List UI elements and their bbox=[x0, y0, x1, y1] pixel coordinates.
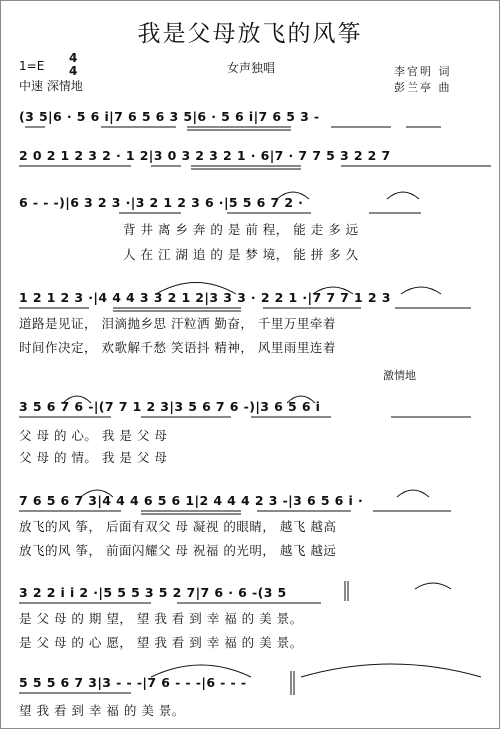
lyrics-verse-2: 时间作决定， 欢歌解千愁 笑语抖 精神， 风里雨里连着 bbox=[19, 340, 336, 355]
lyrics-verse-1: 放飞的风 筝， 后面有双父 母 凝视 的眼睛， 越飞 越高 bbox=[19, 519, 337, 534]
key-signature: 1=E bbox=[19, 59, 45, 73]
lyrics-verse-1: 望 我 看 到 幸 福 的 美 景。 bbox=[19, 703, 185, 718]
composer-credit: 彭兰亭 曲 bbox=[394, 81, 452, 94]
lyricist-credit: 李官明 词 bbox=[394, 65, 452, 78]
lyrics-verse-2: 父 母 的 情。 我 是 父 母 bbox=[19, 450, 168, 465]
lyrics-verse-1: 是 父 母 的 期 望， 望 我 看 到 幸 福 的 美 景。 bbox=[19, 611, 303, 626]
time-signature-bottom: 4 bbox=[69, 64, 78, 78]
time-signature-top: 4 bbox=[69, 51, 78, 65]
lyrics-verse-1: 道路是见证， 泪滴抛乡思 汗粒洒 勤奋， 千里万里牵着 bbox=[19, 316, 336, 331]
notation-line-1: (3 5|6 · 5 6 i|7 6 5 6 3 5|6 · 5 6 i|7 6 5 3 - bbox=[19, 109, 320, 124]
lyrics-verse-2: 是 父 母 的 心 愿， 望 我 看 到 幸 福 的 美 景。 bbox=[19, 635, 303, 650]
notation-line-6: 7 6 5 6 7 3|4 4 4 6 5 6 1|2 4 4 4 2 3 -|3 6 5 6 i · bbox=[19, 493, 364, 508]
notation-line-4: 1 2 1 2 3 ·|4 4 4 3 3 2 1 2|3 3 3 · 2 2 1 ·|7 7 7 1 2 3 bbox=[19, 290, 391, 305]
notation-line-5: 3 5 6 7 6 -|(7 7 1 2 3|3 5 6 7 6 -)|3 6 5 6 i bbox=[19, 399, 321, 414]
tempo-marking: 中速 深情地 bbox=[19, 79, 83, 93]
lyrics-verse-2: 人 在 江 湖 追 的 是 梦 境， 能 拼 多 久 bbox=[123, 247, 359, 262]
lyrics-verse-2: 放飞的风 筝， 前面闪耀父 母 祝福 的光明， 越飞 越远 bbox=[19, 543, 337, 558]
lyrics-verse-1: 背 井 离 乡 奔 的 是 前 程， 能 走 多 远 bbox=[123, 222, 359, 237]
expression-marking: 激情地 bbox=[383, 369, 416, 382]
lyrics-verse-1: 父 母 的 心。 我 是 父 母 bbox=[19, 428, 168, 443]
notation-line-8: 5 5 5 6 7 3|3 - - -|7 6 - - -|6 - - - bbox=[19, 675, 247, 690]
song-title: 我是父母放飞的风筝 bbox=[137, 21, 363, 47]
notation-line-3: 6 - - -)|6 3 2 3 ·|3 2 1 2 3 6 ·|5 5 6 7 2 · bbox=[19, 195, 304, 210]
notation-line-7: 3 2 2 i i 2 ·|5 5 5 3 5 2 7|7 6 · 6 -(3 5 bbox=[19, 585, 287, 600]
notation-line-2: 2 0 2 1 2 3 2 · 1 2|3 0 3 2 3 2 1 · 6|7 · 7 7 5 3 2 2 7 bbox=[19, 148, 391, 163]
performance-note: 女声独唱 bbox=[227, 61, 276, 75]
